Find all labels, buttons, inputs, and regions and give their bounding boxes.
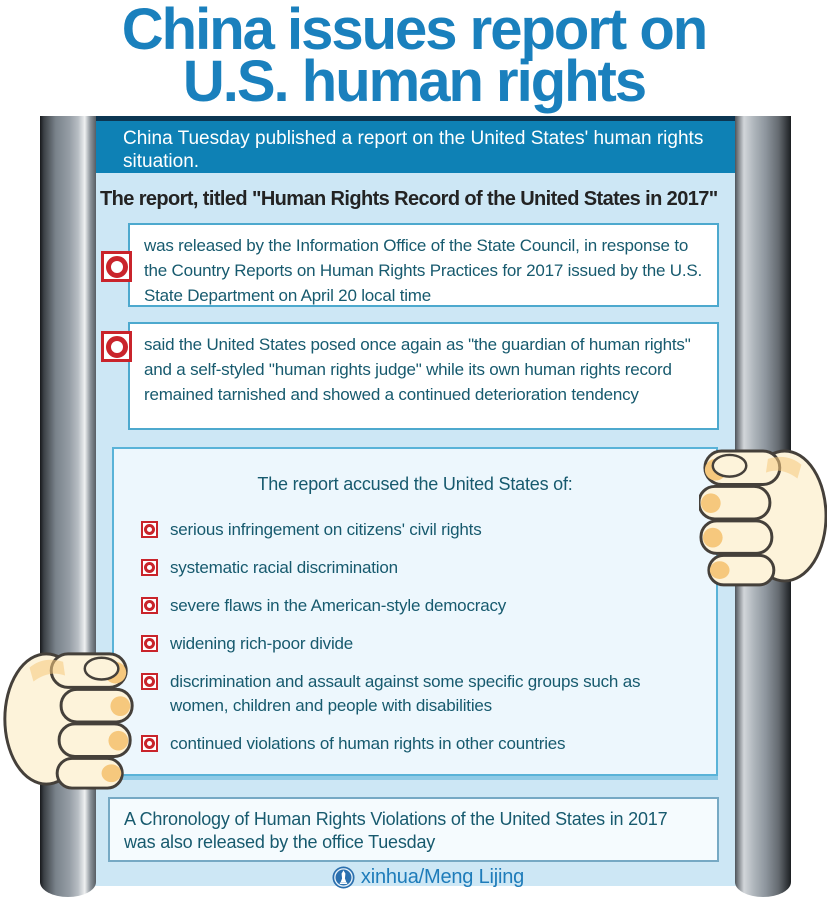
list-item (141, 556, 696, 580)
target-icon (141, 735, 158, 752)
list-item-label: systematic racial discrimination (170, 558, 398, 577)
list-item-label: discrimination and assault against some specific groups such as women, children and people with disabilities (170, 672, 641, 715)
target-icon (141, 597, 158, 614)
target-icon (141, 673, 158, 690)
report-heading: The report, titled "Human Rights Record of the United States in 2017" (100, 188, 718, 210)
accusations-heading: The report accused the United States of: (257, 474, 573, 494)
target-icon (101, 331, 132, 362)
list-item-label: severe flaws in the American-style democracy (170, 596, 507, 615)
list-item-label: continued violations of human rights in other countries (170, 734, 566, 753)
list-item (141, 518, 696, 542)
target-icon (141, 635, 158, 652)
page-title-line1: China issues report on (121, 0, 707, 62)
chronology-box: A Chronology of Human Rights Violations of the United States in 2017 was also released by the office Tuesday (108, 797, 719, 862)
list-item (141, 632, 696, 656)
xinhua-logo-icon (332, 866, 355, 889)
credit-line (94, 866, 762, 889)
page-title (0, 0, 828, 114)
intro-box: China Tuesday published a report on the United States' human rights situation. (96, 116, 737, 173)
credit-text: xinhua/Meng Lijing (360, 866, 525, 888)
target-icon (101, 251, 132, 282)
statement-box: said the United States posed once again as "the guardian of human rights" and a self-styled "human rights judge" while its own human rights record remained tarnished and showed a continued deterioration tendency (128, 322, 719, 430)
list-item (141, 670, 696, 718)
right-hand-illustration (699, 438, 827, 590)
target-icon (141, 559, 158, 576)
statement-box: was released by the Information Office of the State Council, in response to the Country Reports on Human Rights Practices for 2017 issued by the U.S. State Department on April 20 local time (128, 223, 719, 307)
list-item (141, 594, 696, 618)
accusations-box (112, 447, 718, 776)
list-item-label: serious infringement on citizens' civil rights (170, 520, 482, 539)
list-item-label: widening rich-poor divide (170, 634, 354, 653)
page-title-line2: U.S. human rights (182, 49, 646, 114)
left-hand-illustration (0, 642, 136, 792)
accusations-list (141, 518, 716, 756)
target-icon (141, 521, 158, 538)
list-item (141, 732, 696, 756)
